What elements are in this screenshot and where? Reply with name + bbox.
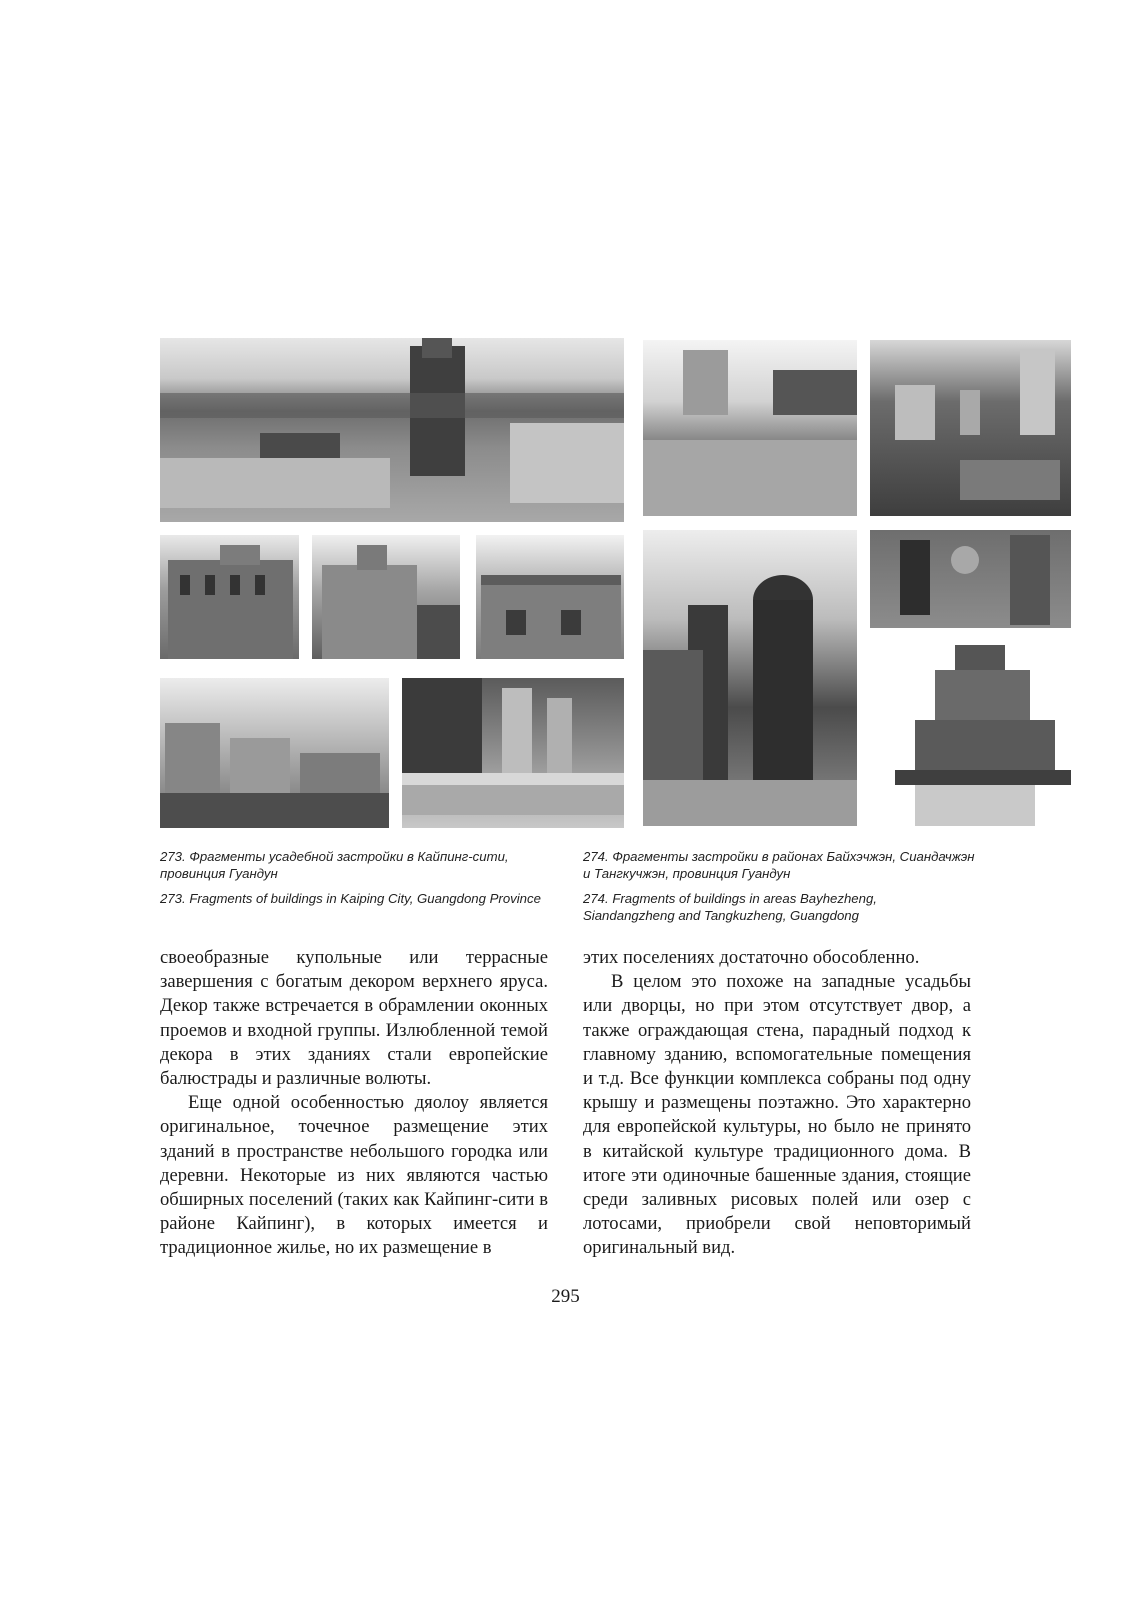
paragraph: Еще одной особенностью дяолоу является оригинальное, точечное размещение этих зданий в пространстве небольшого городка или деревни. Некоторые из них являются частью обширных поселений (таких как Кайпинг-сити в районе Кайпинг), в которых имеется и традиционное жилье, но их размещение в: [160, 1092, 548, 1259]
paragraph: В целом это похоже на западные усадьбы или дворцы, но при этом отсутствует двор, а также ограждающая стена, парадный подход к главному зданию, вспомогательные помещения и т.д. Все функции комплекса собраны под одну крышу и размещены поэтажно. Это характерно для европейской культуры, но было не принято в китайской культуре традиционного дома. В итоге эти одиночные башенные здания, стоящие среди заливных рисовых полей или озер с лотосами, приобрели свой неповторимый оригинальный вид.: [583, 971, 971, 1259]
caption-273-ru: 273. Фрагменты усадебной застройки в Кайпинг-сити, провинция Гуандун: [160, 849, 509, 881]
photo-273-villa-b: [312, 535, 460, 659]
photo-273-village: [160, 678, 389, 828]
caption-274-ru: 274. Фрагменты застройки в районах Байхэчжэн, Сиандачжэн и Тангкучжэн, провинция Гуандун: [583, 849, 975, 881]
photo-273-balustrade: [402, 678, 624, 828]
photo-274-pavilion: [895, 635, 1071, 826]
photo-274-domed-tower: [643, 530, 857, 826]
photo-274-aerial: [870, 340, 1071, 516]
photo-274-facade-detail: [870, 530, 1071, 628]
caption-274-en: 274. Fragments of buildings in areas Bayhezheng, Siandangzheng and Tangkuzheng, Guangdong: [583, 891, 877, 923]
page-number: 295: [551, 1286, 580, 1307]
photo-273-villa-a: [160, 535, 299, 659]
photo-273-panorama: [160, 338, 624, 522]
text-column-left: [160, 946, 548, 1261]
paragraph: своеобразные купольные или террасные завершения с богатым декором верхнего яруса. Декор также встречается в обрамлении оконных проемов и входной группы. Излюбленной темой декора в этих зданиях стали европейские балюстрады и различные волюты.: [160, 947, 548, 1090]
photo-273-villa-c: [476, 535, 624, 659]
caption-273-en: 273. Fragments of buildings in Kaiping City, Guangdong Province: [160, 891, 541, 906]
paragraph: этих поселениях достаточно обособленно.: [583, 947, 920, 968]
text-column-right: [583, 946, 971, 1261]
photo-274-tower-rice: [643, 340, 857, 516]
